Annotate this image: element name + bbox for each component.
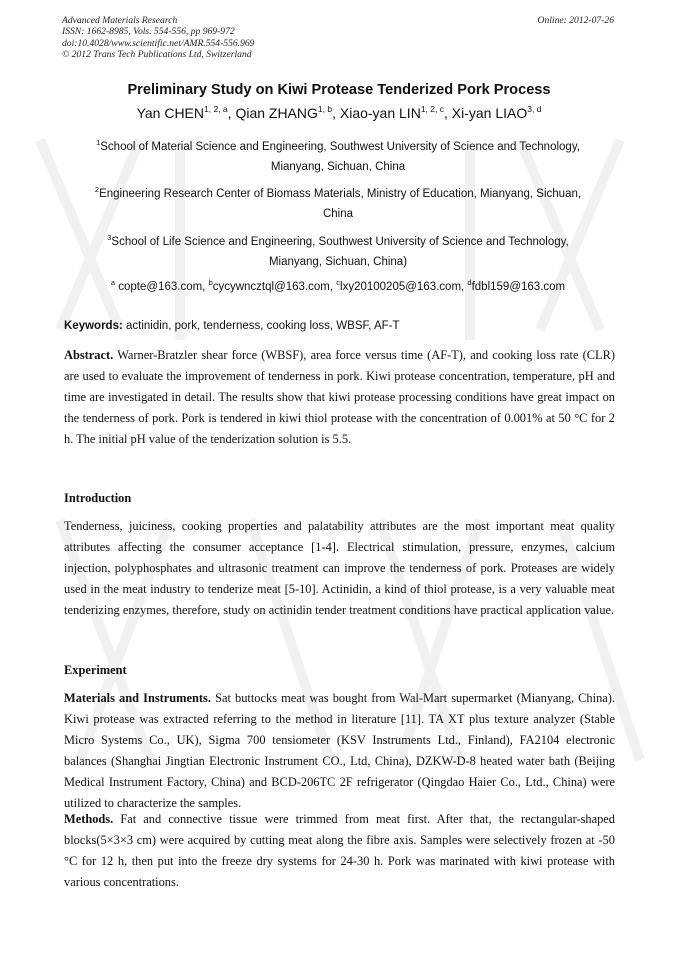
keywords-line (64, 320, 616, 332)
author-list: Yan CHEN$^{1, 2, a}$, Qian ZHANG$^{1, b}$, Xiao-yan LIN$^{1, 2, c}$, Xi-yan LIAO$^{3, d}$ (136, 104, 542, 121)
abstract-text: Warner-Bratzler shear force (WBSF), area force versus time (AF-T), and cooking loss rate (CLR) are used to evaluate the improvement of tenderness in pork. Kiwi protease concentration, temperature, pH and time are investigated in detail. The results show that kiwi protease processing conditions have great impact on the tenderness of pork. Pork is tendered in kiwi thiol protease with the concentration of 0.001% at 50 °C for 2 h. The initial pH value of the tenderization solution is 5.5. (64, 348, 616, 446)
section-heading-introduction: Introduction (64, 491, 132, 505)
affiliation-line: School of Life Science and Engineering, Southwest University of Science and Technology, (111, 236, 569, 248)
email-mark: a (110, 278, 116, 287)
methods-paragraph (64, 809, 615, 893)
email-list (62, 278, 614, 293)
keywords-label: Keywords: (64, 320, 123, 332)
author-affiliation-mark: 1, 2, c (420, 104, 444, 114)
copyright-line: © 2012 Trans Tech Publications Ltd, Switzerland (62, 49, 252, 61)
affiliation (62, 133, 614, 177)
abstract-label: Abstract. (64, 348, 114, 362)
affiliation-line: Mianyang, Sichuan, China (270, 161, 406, 173)
methods-label: Methods. (64, 812, 114, 826)
affiliation-number: 1 (96, 138, 101, 147)
section-heading-experiment: Experiment (64, 663, 127, 677)
journal-header (62, 15, 614, 61)
keywords-text: actinidin, pork, tenderness, cooking loss, WBSF, AF-T (126, 320, 400, 332)
affiliation-number: 3 (107, 233, 112, 242)
affiliation-line: Engineering Research Center of Biomass Materials, Ministry of Education, Mianyang, Sichuan, (99, 188, 582, 200)
materials-label: Materials and Instruments. (64, 691, 211, 705)
introduction-paragraph: Tenderness, juiciness, cooking properties and palatability attributes are the most important meat quality attributes affecting the consumer acceptance [1-4]. Electrical stimulation, pressure, enzymes, calcium injection, polyphosphates and ultrasonic treatment can improve the tenderness of pork. Proteases are widely used in the meat industry to tenderize meat [5-10]. Actinidin, a kind of thiol protease, is a very valuable meat tenderizing enzymes, therefore, study on actinidin tender treatment conditions have practical application value. (64, 519, 615, 617)
email-address: fdbl159@163.com (471, 281, 566, 293)
affiliation (62, 228, 614, 272)
email-mark: d (467, 278, 472, 287)
author-name: Qian ZHANG (235, 105, 318, 121)
affiliation (62, 180, 614, 224)
doi-line: doi:10.4028/www.scientific.net/AMR.554-556.969 (62, 37, 255, 49)
email-mark: b (208, 278, 213, 287)
materials-paragraph (64, 688, 615, 813)
issn-line: ISSN: 1662-8985, Vols. 554-556, pp 969-972 (62, 26, 235, 38)
materials-text: Sat buttocks meat was bought from Wal-Mart supermarket (Mianyang, China). Kiwi protease was extracted referring to the method in literature [11]. TA XT plus texture analyzer (Stable Micro Systems Co., UK), Sigma 700 tensiometer (KSV Instruments Ltd., Finland), FA2104 electronic balances (Shanghai Jingtian Electronic Instrument CO., Ltd, China), DZKW-D-8 heated water bath (Beijing Medical Instrument Factory, China) and BCD-206TC 2F refrigerator (Qingdao Haier Co., Ltd., China) were utilized to characterize the samples. (64, 691, 615, 810)
paper-title: Preliminary Study on Kiwi Protease Tenderized Pork Process (127, 82, 551, 98)
affiliation-line: School of Material Science and Engineering, Southwest University of Science and Technology, (100, 141, 580, 153)
journal-name: Advanced Materials Research (62, 15, 178, 26)
email-mark: c (336, 278, 341, 287)
author-name: Xiao-yan LIN (339, 105, 421, 121)
affiliation-number: 2 (94, 185, 100, 194)
author-name: Xi-yan LIAO (451, 105, 528, 121)
email-address: lxy20100205@163.com, (340, 281, 465, 293)
affiliation-line: China (322, 208, 354, 220)
abstract-paragraph (64, 345, 615, 450)
author-affiliation-mark: 1, 2, a (204, 104, 228, 114)
author-affiliation-mark: 1, b (317, 104, 333, 114)
email-address: copte@163.com, (118, 281, 206, 293)
author-affiliation-mark: 3, d (527, 104, 542, 114)
email-address: cycywncztql@163.com, (212, 281, 334, 293)
online-date: Online: 2012-07-26 (537, 15, 614, 26)
methods-text: Fat and connective tissue were trimmed from meat first. After that, the rectangular-shaped blocks(5×3×3 cm) were acquired by cutting meat along the fibre axis. Samples were selectively frozen at -50 °C for 12 h, then put into the freeze dry systems for 24-30 h. Pork was marinated with kiwi protease with various concentrations. (64, 812, 615, 889)
author-name: Yan CHEN (136, 105, 205, 121)
affiliation-line: Mianyang, Sichuan, China) (268, 256, 408, 268)
